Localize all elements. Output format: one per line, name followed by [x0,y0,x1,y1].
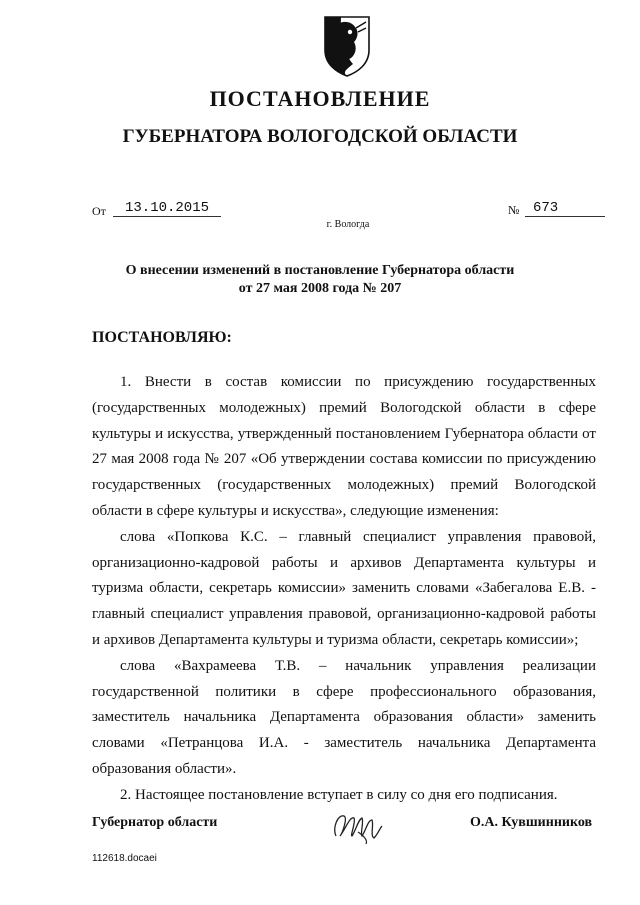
handwritten-signature [328,806,388,846]
document-title: ПОСТАНОВЛЕНИЕ [209,86,431,111]
document-body [92,370,596,809]
body-paragraph-2: слова «Попкова К.С. – главный специалист управления правовой, организационно-кадровой работы и архивов Департамента культуры и туризма области, секретарь комиссии» заменить словами «Забегалова Е.В. - главный специалист управления правовой, организационно-кадровой работы и архивов Департамента культуры и туризма области, секретарь комиссии»; [92,528,596,648]
signatory-name: О.А. Кувшинников [470,815,593,830]
coat-of-arms-emblem [322,14,372,78]
body-paragraph-3: слова «Вахрамеева Т.В. – начальник управления реализации государственной политики в сфере профессионального образования, заместитель начальника Департамента образования области» заменить словами «Петранцова И.А. - заместитель начальника Департамента образования области». [92,657,596,777]
subject-line-2: от 27 мая 2008 года № 207 [238,281,402,296]
city-label: г. Вологда [326,219,370,230]
number-value: 673 [525,201,605,217]
body-paragraph-1: 1. Внести в состав комиссии по присуждению государственных (государственных молодежных) премий Вологодской области в сфере культуры и искусства, утвержденный постановлением Губернатора области от 27 мая 2008 года № 207 «Об утверждении состава комиссии по присуждению государственных (государственных молодежных) премий Вологодской области в сфере культуры и искусства», следующие изменения: [92,374,596,519]
date-label: От [92,204,106,218]
decree-heading: ПОСТАНОВЛЯЮ: [92,329,232,346]
body-paragraph-4: 2. Настоящее постановление вступает в силу со дня его подписания. [120,786,558,803]
number-label: № [508,203,520,217]
subject-line-1: О внесении изменений в постановление Губернатора области [125,263,515,278]
document-subtitle: ГУБЕРНАТОРА ВОЛОГОДСКОЙ ОБЛАСТИ [122,126,518,147]
date-value: 13.10.2015 [113,201,221,217]
document-code: 112618.docaei [92,853,157,864]
document-subject [0,262,640,298]
signatory-position: Губернатор области [92,815,218,830]
